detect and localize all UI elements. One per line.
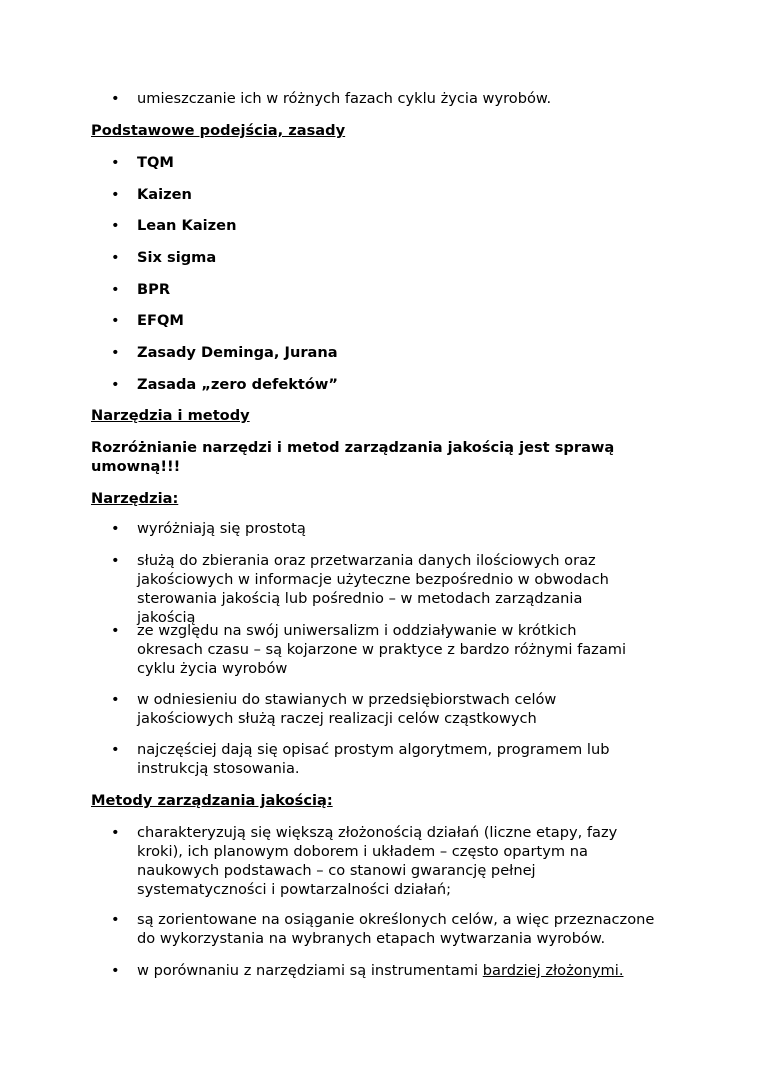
list-item: ze względu na swój uniwersalizm i oddziaływanie w krótkich okresach czasu – są kojarzone w praktyce z bardzo różnymi fazami cyklu życia wyrobów: [137, 622, 627, 677]
bullet: •: [111, 217, 120, 234]
bullet: •: [111, 741, 120, 758]
list-item: wyróżniają się prostotą: [137, 520, 306, 537]
list-item: BPR: [137, 281, 171, 298]
underlined-phrase: bardziej złożonymi.: [482, 962, 624, 979]
list-item: Six sigma: [137, 249, 217, 266]
list-item: w odniesieniu do stawianych w przedsiębiorstwach celów jakościowych służą raczej realizacji celów cząstkowych: [137, 691, 557, 727]
bullet: •: [111, 249, 120, 266]
bullet: •: [111, 691, 120, 708]
bullet: •: [111, 90, 120, 107]
section-heading-tools: Narzędzia:: [91, 490, 179, 507]
list-item-text: w porównaniu z narzędziami są instrumentami: [137, 962, 483, 979]
list-item: Kaizen: [137, 186, 192, 203]
list-item: umieszczanie ich w różnych fazach cyklu życia wyrobów.: [137, 90, 552, 107]
bullet: •: [111, 824, 120, 841]
bullet: •: [111, 154, 120, 171]
bullet: •: [111, 312, 120, 329]
bullet: •: [111, 552, 120, 569]
list-item: TQM: [137, 154, 174, 171]
section-heading-methods: Metody zarządzania jakością:: [91, 792, 333, 809]
bullet: •: [111, 344, 120, 361]
bullet: •: [111, 376, 120, 393]
list-item: EFQM: [137, 312, 184, 329]
section-heading-approaches: Podstawowe podejścia, zasady: [91, 122, 346, 139]
list-item: najczęściej dają się opisać prostym algorytmem, programem lub instrukcją stosowania.: [137, 741, 610, 777]
list-item: są zorientowane na osiąganie określonych celów, a więc przeznaczone do wykorzystania na wybranych etapach wytwarzania wyrobów.: [137, 911, 655, 947]
bullet: •: [111, 622, 120, 639]
list-item: [137, 961, 682, 980]
list-item: charakteryzują się większą złożonością działań (liczne etapy, fazy kroki), ich planowym doborem i układem – często opartym na naukowych podstawach – co stanowi gwarancję pełnej systematyczności i powtarzalności działań;: [137, 824, 618, 898]
list-item: Lean Kaizen: [137, 217, 237, 234]
list-item: Zasady Deminga, Jurana: [137, 344, 338, 361]
section-heading-tools-methods: Narzędzia i metody: [91, 407, 250, 424]
bullet: •: [111, 911, 120, 928]
list-item: służą do zbierania oraz przetwarzania danych ilościowych oraz jakościowych w informacje użyteczne bezpośrednio w obwodach sterowania jakością lub pośrednio – w metodach zarządzania jakością: [137, 552, 609, 626]
bullet: •: [111, 281, 120, 298]
note-paragraph: Rozróżnianie narzędzi i metod zarządzania jakością jest sprawą umowną!!!: [91, 439, 615, 475]
list-item: Zasada „zero defektów”: [137, 376, 338, 393]
bullet: •: [111, 186, 120, 203]
bullet: •: [111, 520, 120, 537]
bullet: •: [111, 962, 120, 979]
